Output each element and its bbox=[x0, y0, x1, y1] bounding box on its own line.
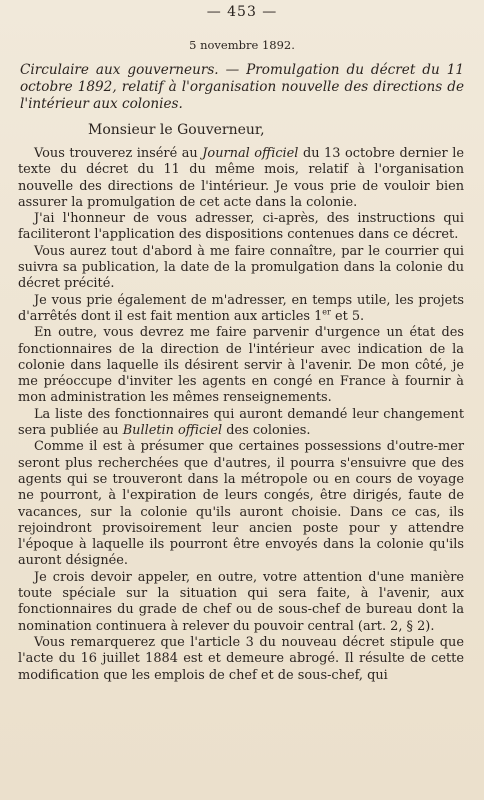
paragraph-8: Je crois devoir appeler, en outre, votre attention d'une manière toute spéciale sur la situation qui sera faite, à l'avenir, aux fonctionnaires du grade de chef ou de sous-chef de bureau dont la nomination continuera à relever du pouvoir central (art. 2, § 2). bbox=[18, 569, 464, 634]
text-span: Vous trouverez inséré au bbox=[34, 146, 203, 161]
paragraph-5: En outre, vous devrez me faire parvenir d'urgence un état des fonctionnaires de la direction de l'intérieur avec indication de la colonie dans laquelle ils désirent servir à l'avenir. De mon côté, je me préoccupe d'inviter les agents en congé en France à fournir à mon administration les mêmes renseignements. bbox=[18, 325, 464, 406]
page-number: — 453 — bbox=[206, 4, 278, 20]
text-span: Je vous prie également de m'adresser, en temps utile, les projets d'arrêtés dont il est fait mention aux articles 1 bbox=[18, 292, 464, 324]
circular-heading: Circulaire aux gouverneurs. — Promulgation du décret du 11 octobre 1892, relatif à l'organisation nouvelle des directions de l'intérieur aux colonies. bbox=[20, 62, 464, 112]
paragraph-2: J'ai l'honneur de vous adresser, ci-après, des instructions qui faciliteront l'application des dispositions contenues dans ce décret. bbox=[18, 211, 464, 243]
superscript: er bbox=[322, 307, 331, 317]
journal-title: Journal officiel bbox=[202, 146, 299, 161]
dateline: 5 novembre 1892. bbox=[189, 38, 295, 52]
salutation: Monsieur le Gouverneur, bbox=[88, 122, 265, 138]
paragraph-9: Vous remarquerez que l'article 3 du nouveau décret stipule que l'acte du 16 juillet 1884 est et demeure abrogé. Il résulte de cette modification que les emplois de chef et de sous-chef, qui bbox=[18, 634, 464, 683]
paragraph-7: Comme il est à présumer que certaines possessions d'outre-mer seront plus recherchées que d'autres, il pourra s'ensuivre que des agents qui se trouveront dans la métropole ou en cours de voyage ne pourront, à l'expiration de leurs congés, être dirigés, faute de vacances, sur la colonie qu'ils auront choisie. Dans ce cas, ils rejoindront provisoirement leur ancien poste pour y attendre l'époque à laquelle ils pourront être envoyés dans la colonie qu'ils auront désignée. bbox=[18, 439, 464, 569]
text-span: du 13 octobre dernier le texte du décret du 11 du même mois, relatif à l'organisation nouvelle des directions de l'intérieur. Je vous prie de vouloir bien assurer la promulgation de cet acte dans la colonie. bbox=[18, 146, 464, 210]
paragraph-4 bbox=[18, 293, 464, 326]
letter-body bbox=[18, 146, 464, 684]
paragraph-6 bbox=[18, 407, 464, 440]
bulletin-title: Bulletin officiel bbox=[122, 423, 223, 439]
text-span: et 5. bbox=[330, 308, 365, 324]
paragraph-3: Vous aurez tout d'abord à me faire connaître, par le courrier qui suivra sa publication, la date de la promulgation dans la colonie du décret précité. bbox=[18, 243, 464, 292]
text-span: La liste des fonctionnaires qui auront demandé leur changement sera publiée au bbox=[18, 406, 464, 439]
paragraph-1 bbox=[18, 146, 464, 211]
text-span: des colonies. bbox=[222, 423, 311, 439]
